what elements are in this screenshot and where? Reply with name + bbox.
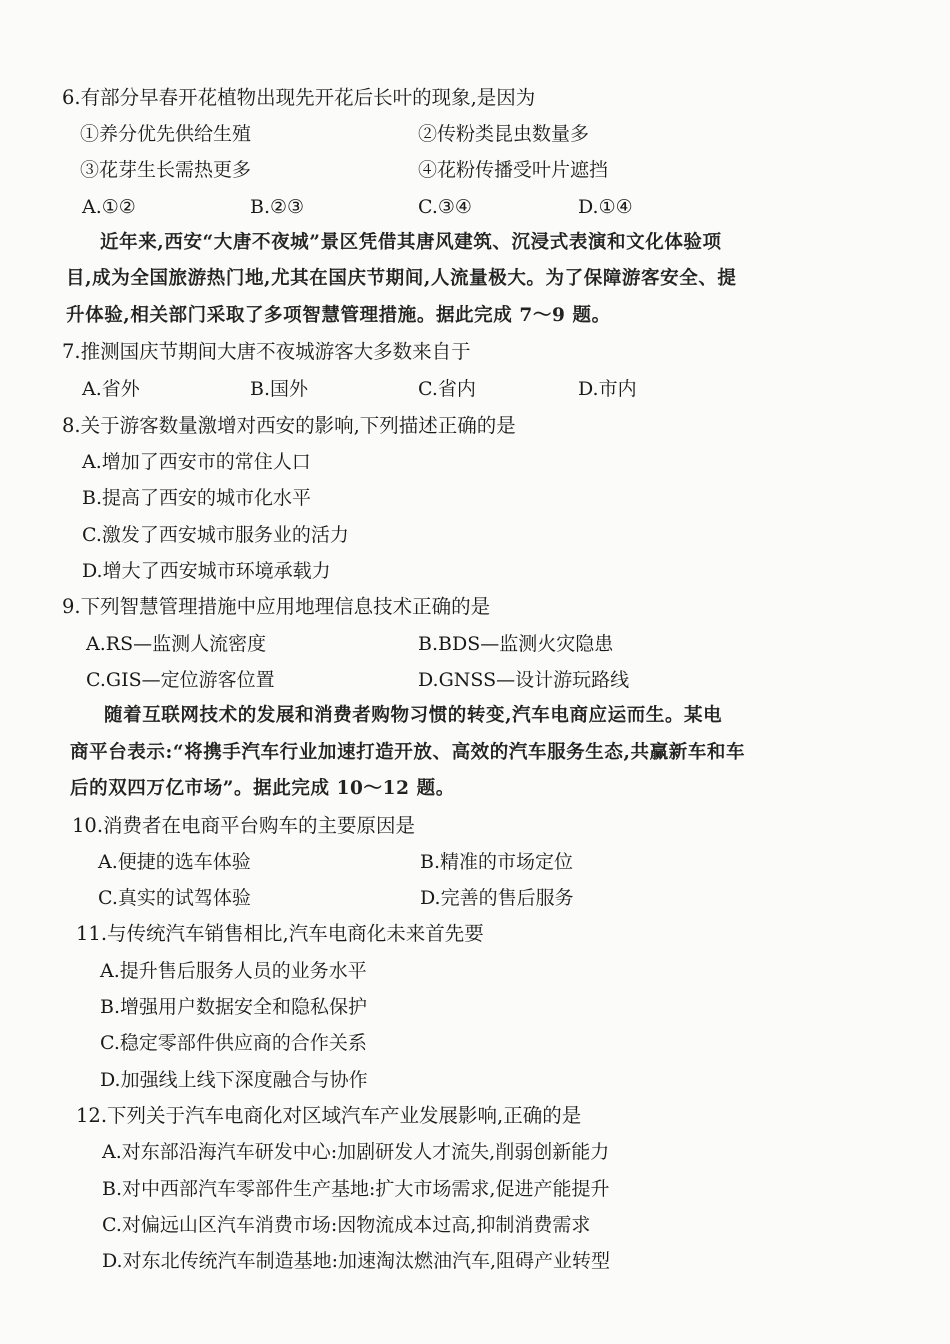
q10-option-c: C.真实的试驾体验 (98, 887, 251, 909)
passage2-line3: 后的双四万亿市场”。据此完成 10～12 题。 (70, 778, 455, 799)
q6-item-3: ③花芽生长需热更多 (80, 159, 252, 181)
q9-option-a: A.RS—监测人流密度 (86, 633, 267, 655)
passage1-line1: 近年来,西安“大唐不夜城”景区凭借其唐风建筑、沉浸式表演和文化体验项 (100, 232, 722, 253)
q12-option-d: D.对东北传统汽车制造基地:加速淘汰燃油汽车,阻碍产业转型 (102, 1250, 611, 1272)
q6-stem: 6.有部分早春开花植物出现先开花后长叶的现象,是因为 (62, 86, 536, 109)
passage2-line2: 商平台表示:“将携手汽车行业加速打造开放、高效的汽车服务生态,共赢新车和车 (70, 742, 746, 763)
passage2-line1: 随着互联网技术的发展和消费者购物习惯的转变,汽车电商应运而生。某电 (104, 705, 723, 726)
q7-option-b: B.国外 (250, 378, 309, 400)
passage1-line2: 目,成为全国旅游热门地,尤其在国庆节期间,人流量极大。为了保障游客安全、提 (66, 268, 737, 289)
q11-option-d: D.加强线上线下深度融合与协作 (100, 1069, 368, 1091)
q12-option-a: A.对东部沿海汽车研发中心:加剧研发人才流失,削弱创新能力 (102, 1141, 610, 1163)
q9-option-d: D.GNSS—设计游玩路线 (418, 669, 630, 691)
q9-stem: 9.下列智慧管理措施中应用地理信息技术正确的是 (62, 595, 491, 618)
q7-option-c: C.省内 (418, 378, 476, 400)
q12-stem: 12.下列关于汽车电商化对区域汽车产业发展影响,正确的是 (76, 1104, 582, 1127)
q8-option-b: B.提高了西安的城市化水平 (82, 487, 312, 509)
passage1-line3: 升体验,相关部门采取了多项智慧管理措施。据此完成 7～9 题。 (66, 305, 611, 326)
q8-stem: 8.关于游客数量激增对西安的影响,下列描述正确的是 (62, 414, 516, 437)
q11-option-a: A.提升售后服务人员的业务水平 (100, 960, 367, 982)
q9-option-b: B.BDS—监测火灾隐患 (418, 633, 614, 655)
q9-option-c: C.GIS—定位游客位置 (86, 669, 275, 691)
q11-option-c: C.稳定零部件供应商的合作关系 (100, 1032, 367, 1054)
q6-item-4: ④花粉传播受叶片遮挡 (418, 159, 609, 181)
q7-option-a: A.省外 (82, 378, 140, 400)
q7-stem: 7.推测国庆节期间大唐不夜城游客大多数来自于 (62, 340, 471, 363)
q10-option-a: A.便捷的选车体验 (98, 851, 251, 873)
q6-option-c: C.③④ (418, 196, 472, 218)
q11-stem: 11.与传统汽车销售相比,汽车电商化未来首先要 (76, 922, 484, 945)
q10-stem: 10.消费者在电商平台购车的主要原因是 (72, 814, 416, 837)
q6-option-b: B.②③ (250, 196, 305, 218)
q12-option-b: B.对中西部汽车零部件生产基地:扩大市场需求,促进产能提升 (102, 1178, 610, 1200)
q8-option-d: D.增大了西安城市环境承载力 (82, 560, 331, 582)
q10-option-b: B.精准的市场定位 (420, 851, 574, 873)
q6-option-a: A.①② (82, 196, 136, 218)
q6-item-2: ②传粉类昆虫数量多 (418, 123, 590, 145)
q10-option-d: D.完善的售后服务 (420, 887, 574, 909)
q8-option-c: C.激发了西安城市服务业的活力 (82, 524, 349, 546)
q7-option-d: D.市内 (578, 378, 637, 400)
q6-option-d: D.①④ (578, 196, 633, 218)
q12-option-c: C.对偏远山区汽车消费市场:因物流成本过高,抑制消费需求 (102, 1214, 591, 1236)
q8-option-a: A.增加了西安市的常住人口 (82, 451, 311, 473)
q11-option-b: B.增强用户数据安全和隐私保护 (100, 996, 368, 1018)
q6-item-1: ①养分优先供给生殖 (80, 123, 252, 145)
